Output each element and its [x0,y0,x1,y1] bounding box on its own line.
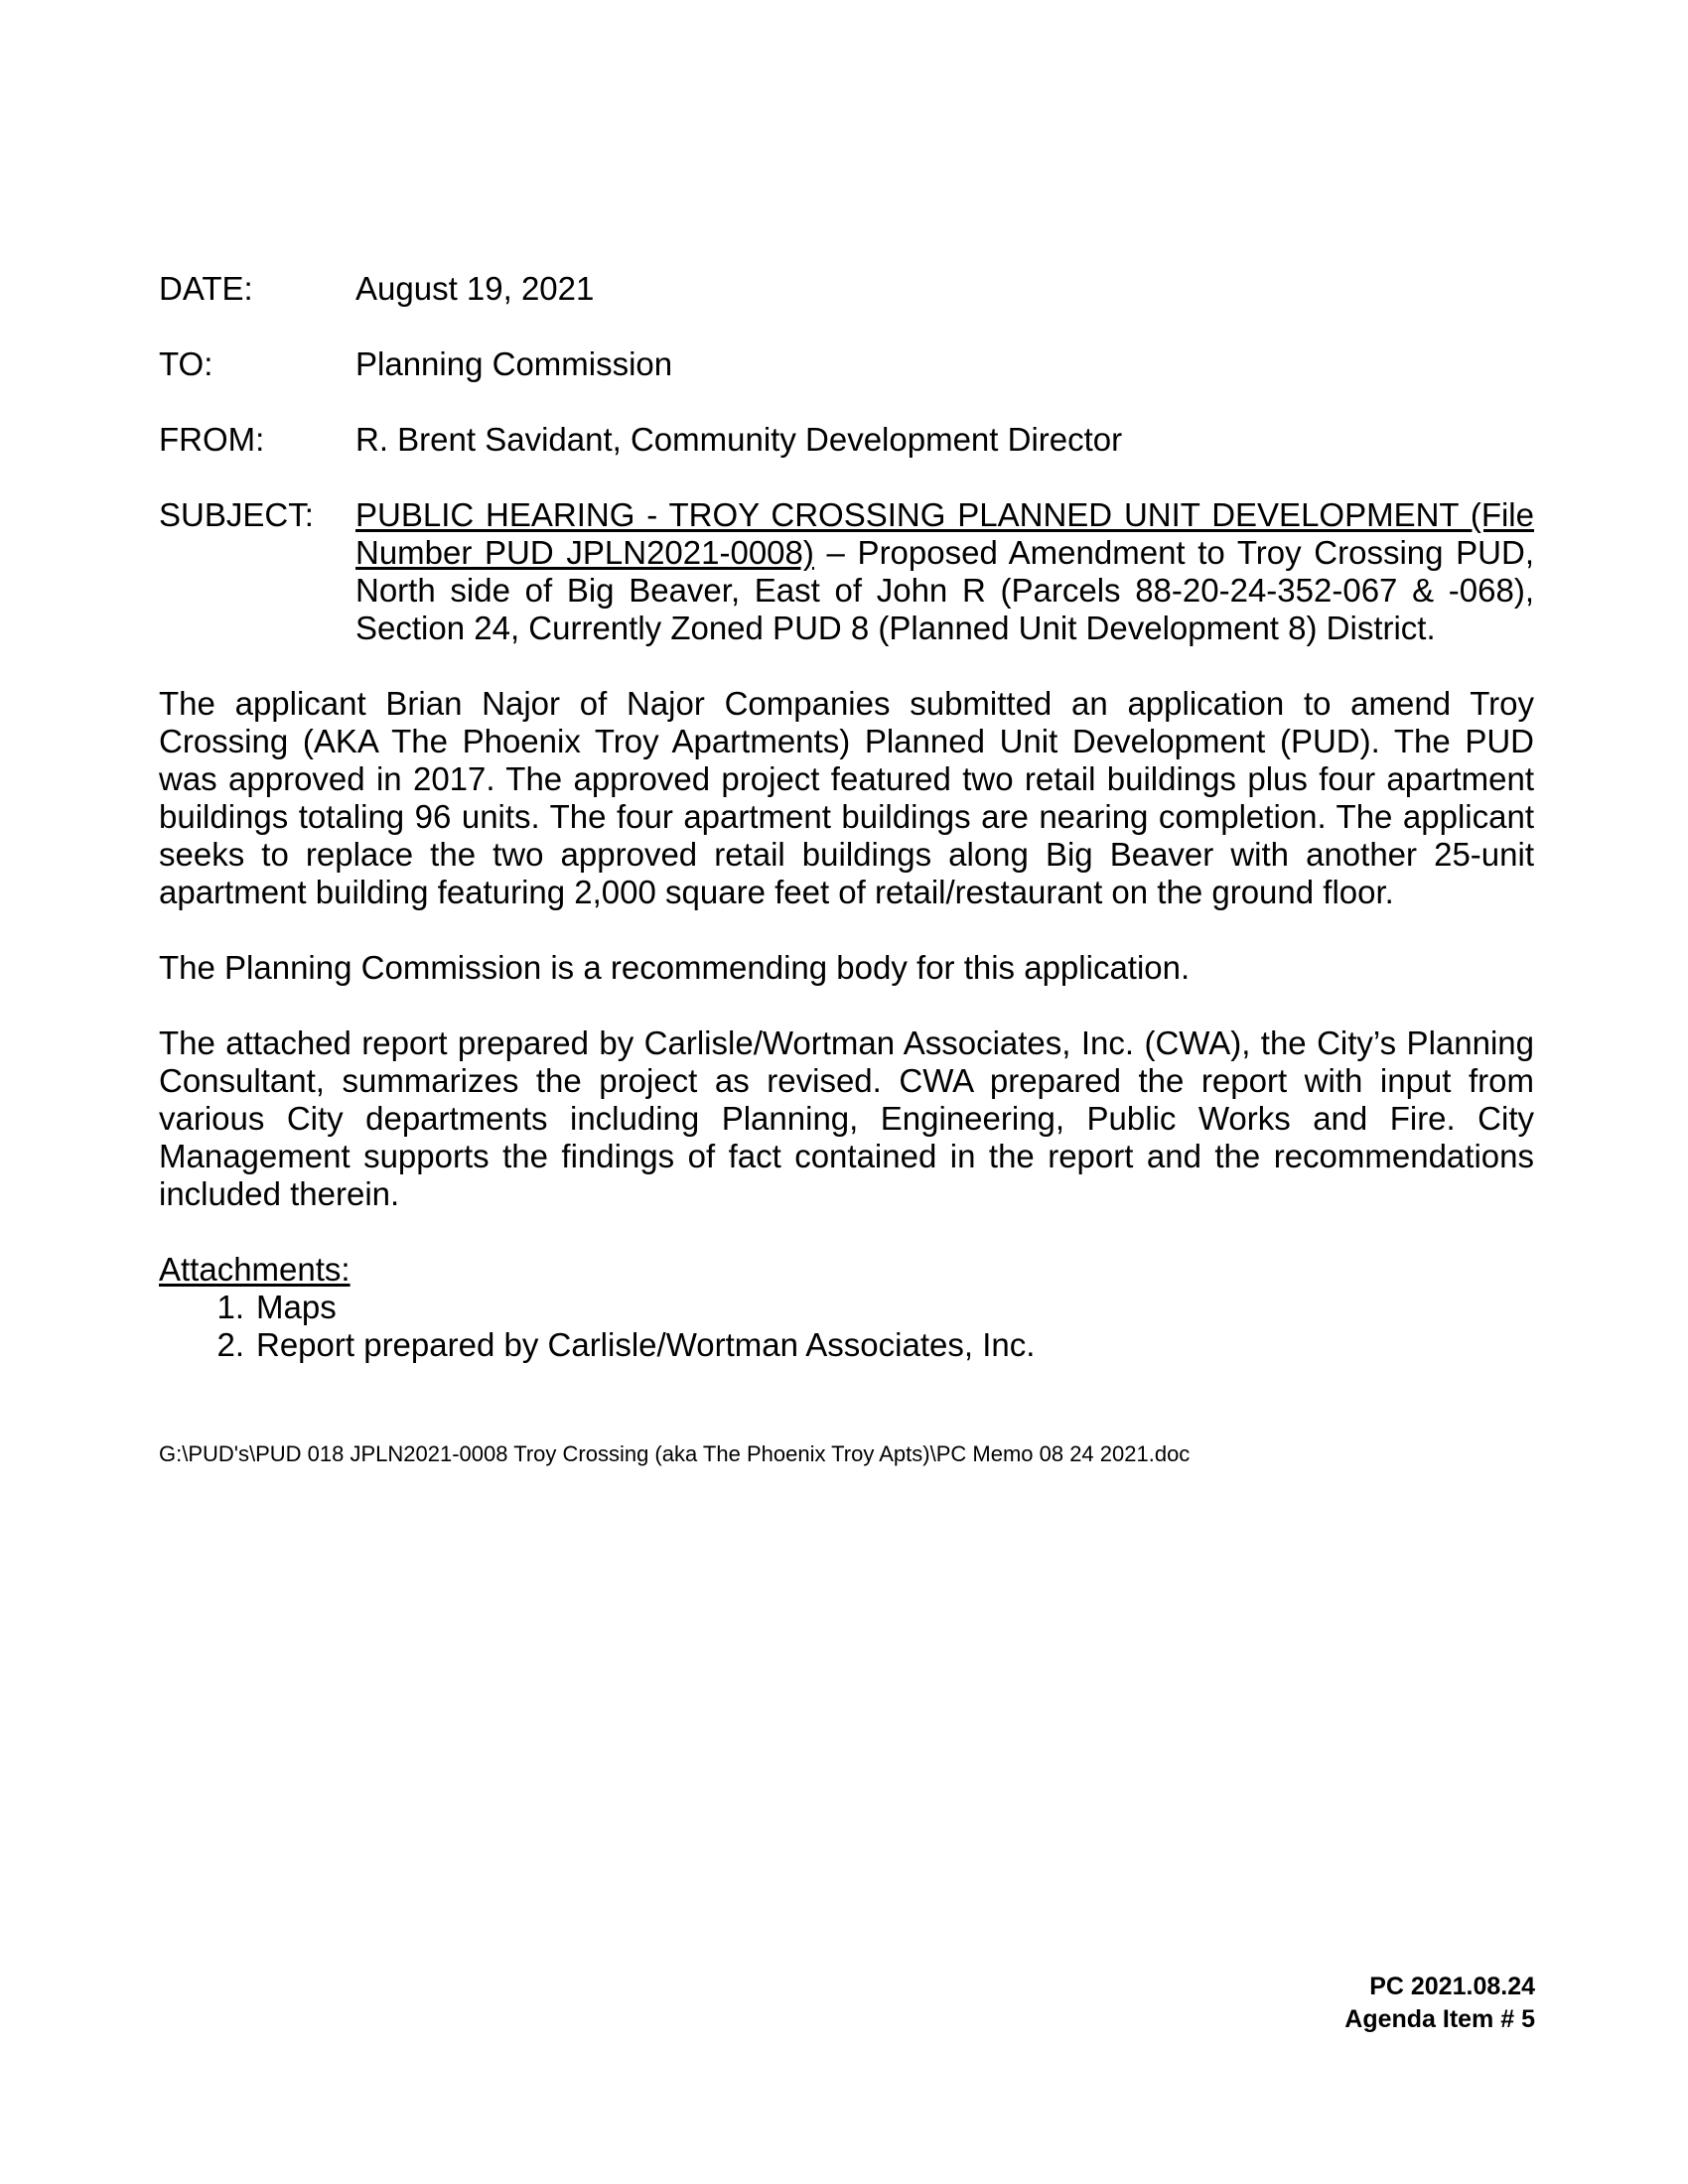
body-paragraph-recommending: The Planning Commission is a recommending body for this application. [159,949,1191,986]
attachment-text: Maps [256,1289,337,1325]
meeting-code: PC 2021.08.24 [1369,1973,1535,2000]
body-paragraph-application: The applicant Brian Najor of Najor Companies submitted an application to amend Troy Crossing (AKA The Phoenix Troy Apartments) Planned Unit Development (PUD). The PUD was approved in 2017. The approved project featured two retail buildings plus four apartment buildings totaling 96 units. The four apartment buildings are nearing completion. The applicant seeks to replace the two approved retail buildings along Big Beaver with another 25-unit apartment building featuring 2,000 square feet of retail/restaurant on the ground floor. [159,685,1534,910]
from-value: R. Brent Savidant, Community Development Director [355,421,1123,458]
date-label: DATE: [159,270,253,307]
file-path: G:\PUD's\PUD 018 JPLN2021-0008 Troy Crossing (aka The Phoenix Troy Apts)\PC Memo 08 24 2021.doc [159,1441,1191,1466]
subject-title: PUBLIC HEARING - TROY CROSSING PLANNED UNIT DEVELOPMENT (File Number PUD JPLN2021-0008) [355,496,1534,571]
subject-row [159,496,1534,647]
date-value: August 19, 2021 [355,270,595,307]
to-value: Planning Commission [355,345,673,382]
subject-value [355,496,1534,647]
body-paragraph-report: The attached report prepared by Carlisle/Wortman Associates, Inc. (CWA), the City’s Planning Consultant, summarizes the project as revised. CWA prepared the report with input from various City departments including Planning, Engineering, Public Works and Fire. City Management supports the findings of fact contained in the report and the recommendations included therein. [159,1024,1534,1212]
subject-label: SUBJECT: [159,496,314,533]
attachments-heading: Attachments: [159,1251,351,1288]
attachment-number: 2. [216,1326,244,1363]
to-row [159,345,1534,383]
from-label: FROM: [159,421,265,458]
date-row [159,270,1534,308]
from-row [159,421,1534,459]
subject-description: – Proposed Amendment to Troy Crossing PUD, North side of Big Beaver, East of John R (Parcels 88-20-24-352-067 & -068), Section 24, Currently Zoned PUD 8 (Planned Unit Development 8) District. [355,534,1534,646]
attachment-number: 1. [216,1289,244,1325]
memo-content [159,270,1534,1364]
agenda-footer [1344,1971,1535,2036]
attachment-item [159,1289,1534,1326]
attachments-list [159,1289,1534,1364]
agenda-item-number: Agenda Item # 5 [1344,2005,1535,2033]
attachment-item [159,1326,1534,1364]
attachment-text: Report prepared by Carlisle/Wortman Associates, Inc. [256,1326,1036,1363]
to-label: TO: [159,345,213,382]
